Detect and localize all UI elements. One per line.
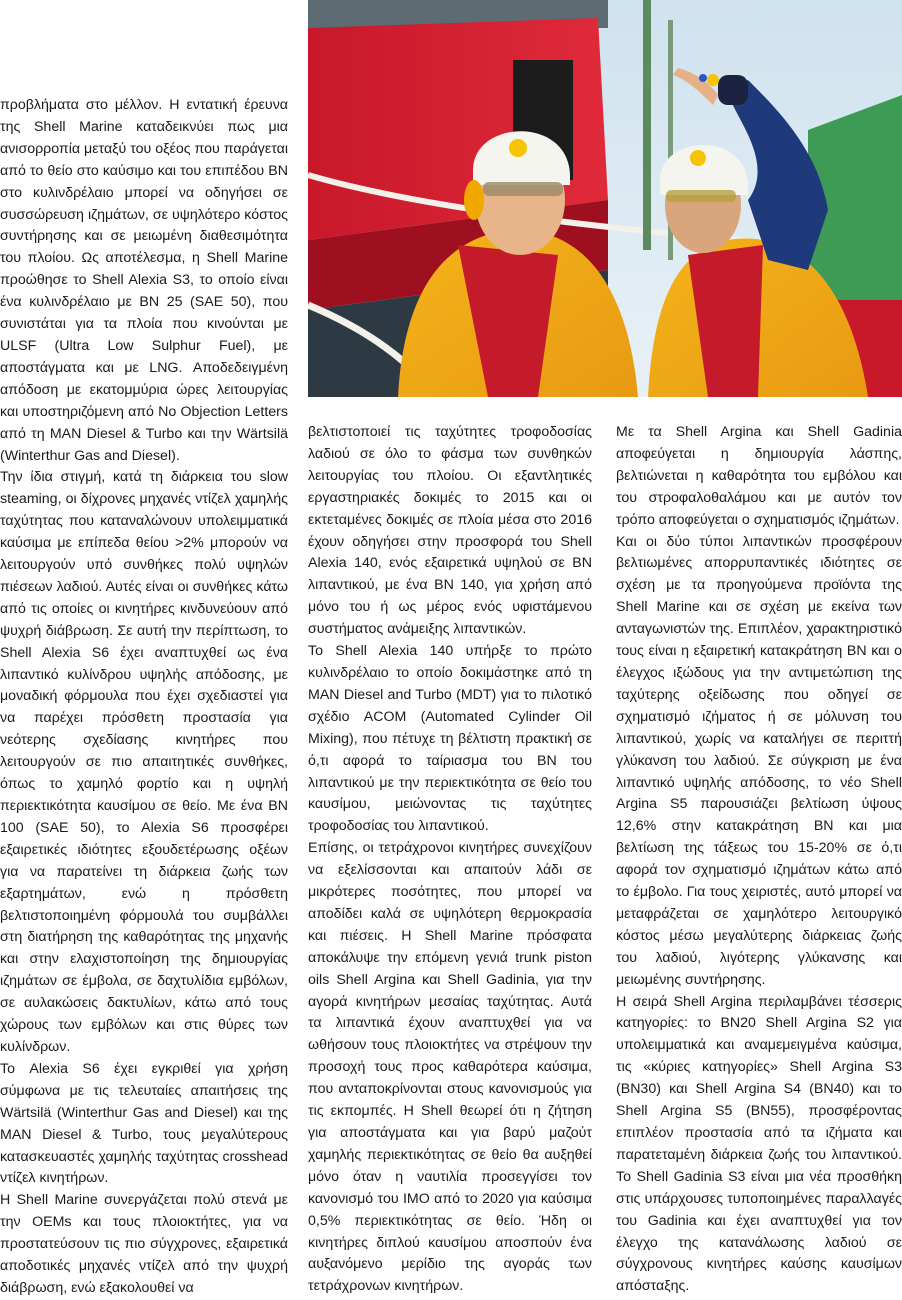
paragraph: βελτιστοποιεί τις ταχύτητες τροφοδοσίας λαδιού σε όλο το φάσμα των συνθηκών λειτουργίας του πλοίου. Οι εξαντλητικές εργαστηριακές δοκιμές το 2015 και οι εκτεταμένες δοκιμές σε πλοία μέσα στο 2016 έχουν οδηγήσει στην προσφορά του Shell Alexia 140, ενός εξαιρετικά υψηλού σε BN λιπαντικού, με ένα BN 140, για χρήση από μόνο του ή ως μέρος ενός υφιστάμενου συστήματος ανάμειξης λιπαντικών.	[308, 424, 592, 638]
paragraph: Το Alexia S6 έχει εγκριθεί για χρήση σύμφωνα με τις τελευταίες απαιτήσεις της Wärtsilä (Winterthur Gas and Diesel) και της MAN Diesel & Turbo, τους μεγαλύτερους κατασκευαστές χαμηλής ταχύτητας crosshead ντίζελ κινητήρων.	[0, 1060, 288, 1187]
text-column-3	[616, 422, 902, 1298]
paragraph: Και οι δύο τύποι λιπαντικών προσφέρουν βελτιωμένες απορρυπαντικές ιδιότητες σε σχέση με τα προηγούμενα προϊόντα της Shell Marine και σε σχέση με εκείνα των ανταγωνιστών της. Επιπλέον, χαρακτηριστικό τους είναι η εξαιρετική κατακράτηση BN και ο έλεγχος ιξώδους για την αντιμετώπιση της ταχύτερης οξείδωσης που οδηγεί σε σχηματισμό ιζήματος ή σε μόλυνση του λιπαντικού, χωρίς να καταλήγει σε περιττή γλύκανση του λαδιού. Σε σύγκριση με ένα λιπαντικό υψηλής απόδοσης, το νέο Shell Argina S5 παρουσιάζει βελτίωση ύψους 12,6% στην κατακράτηση BN και μια βελτίωση της τάξεως του 15-20% σε ό,τι αφορά τον σχηματισμό ιζημάτων κάτω από το έμβολο. Για τους χειριστές, αυτό μπορεί να μεταφράζεται σε χαμηλότερο λειτουργικό κόστος μέσω μεγαλύτερης διάρκειας ζωής του λαδιού, λιγότερης γλύκανσης και μειωμένης συντήρησης.	[616, 533, 902, 988]
article-photo-engineers-at-ship	[308, 0, 902, 397]
paragraph: Με τα Shell Argina και Shell Gadinia αποφεύγεται η δημιουργία λάσπης, βελτιώνεται η καθαρότητα του εμβόλου και του στροφαλοθαλάμου και με αυτόν τον τρόπο αποφεύγεται ο σχηματισμός ιζημάτων.	[616, 424, 902, 528]
text-column-2	[308, 422, 592, 1298]
paragraph: Το Shell Alexia 140 υπήρξε το πρώτο κυλινδρέλαιο το οποίο δοκιμάστηκε από τη MAN Diesel and Turbo (MDT) για το πιλοτικό σχέδιο ACOM (Automated Cylinder Oil Mixing), που πέτυχε τη βέλτιστη πρακτική σε ό,τι αφορά το ταίριασμα του BN του λιπαντικού με την περιεκτικότητα σε θείο του καυσίμου, μειώνοντας τις ταχύτητες τροφοδοσίας του λιπαντικού.	[308, 643, 592, 835]
text-column-1	[0, 95, 288, 1300]
paragraph: Επίσης, οι τετράχρονοι κινητήρες συνεχίζουν να εξελίσσονται και απαιτούν λάδι σε μικρότερες ποσότητες, που μπορεί να αποδίδει καλά σε υψηλότερη θερμοκρασία και πιέσεις. Η Shell Marine πρόσφατα αποκάλυψε την επόμενη γενιά trunk piston oils Shell Argina και Shell Gadinia, για την αγορά κινητήρων μεσαίας ταχύτητας. Αυτά τα λιπαντικά έχουν αναπτυχθεί για να ωθήσουν τους πλοιοκτήτες να στρέψουν την προσοχή τους προς καθαρότερα καύσιμα, που ανταποκρίνονται στους κανονισμούς για τις εκπομπές. Η Shell θεωρεί ότι η ζήτηση για αποστάγματα και για βαρύ μαζούτ χαμηλής περιεκτικότητας σε θείο θα αυξηθεί μόνο όταν η ναυτιλία προσεγγίσει τον κανονισμό του IMO από το 2020 για καύσιμα 0,5% περιεκτικότητας σε θείο. Ήδη οι κινητήρες διπλού καυσίμου αποσπούν ένα αυξανόμενο μερίδιο της αγοράς των τετράχρονων κινητήρων.	[308, 840, 592, 1295]
paragraph: προβλήματα στο μέλλον. Η εντατική έρευνα της Shell Marine καταδεικνύει πως μια ανισορροπία μεταξύ του οξέος που παράγεται από το θείο στο καύσιμο και του επιπέδου BN στο κυλινδρέλαιο μπορεί να οδηγήσει σε συσσώρευση ιζημάτων, σε υψηλότερο κόστος συντήρησης και σε μειωμένη διαθεσιμότητα του πλοίου. Ως αποτέλεσμα, η Shell Marine προώθησε το Shell Alexia S3, το οποίο είναι ένα κυλινδρέλαιο με BN 25 (SAE 50), που συνιστάται για τα πλοία που κινούνται με ULSF (Ultra Low Sulphur Fuel), με αποστάγματα και με LNG. Αποδεδειγμένη απόδοση με εκατομμύρια ώρες λειτουργίας και υποστηριζόμενη από No Objection Letters από τη MAN Diesel & Turbo και την Wärtsilä (Winterthur Gas and Diesel).	[0, 97, 288, 464]
paragraph: Την ίδια στιγμή, κατά τη διάρκεια του slow steaming, οι δίχρονες μηχανές ντίζελ χαμηλής ταχύτητας που καταναλώνουν υπολειμματικά καύσιμα με επίπεδα θείου >2% μπορούν να λειτουργούν υπό συνθήκες πολύ υψηλών πιέσεων λαδιού. Αυτές είναι οι συνθήκες κάτω από τις οποίες οι κινητήρες κινδυνεύουν από ψυχρή διάβρωση. Σε αυτή την περίπτωση, το Shell Alexia S6 έχει αναπτυχθεί ως ένα λιπαντικό κυλίνδρου υψηλής απόδοσης, με μοναδική φόρμουλα που έχει σχεδιαστεί για να παρέχει πρόσθετη προστασία για νεότερης σχεδίασης κινητήρες που λειτουργούν σε πιο απαιτητικές συνθήκες, όπως το χαμηλό φορτίο και η υψηλή περιεκτικότητα καυσίμου σε θείο. Με ένα BN 100 (SAE 50), το Alexia S6 προσφέρει εξαιρετικές ιδιότητες εξουδετέρωσης οξέων για να παρατείνει τη διάρκεια ζωής των εξαρτημάτων, ενώ η πρόσθετη βελτιστοποιημένη φόρμουλά του συμβάλλει στη διατήρηση της καθαρότητας της μηχανής και στην ελαχιστοποίηση της δημιουργίας ιζημάτων σε έμβολα, σε δαχτυλίδια εμβόλων, σε αυλακώσεις δακτυλίων, κάτω από τους χώρους των εμβόλων και στις θύρες των κυλίνδρων.	[0, 469, 288, 1055]
paragraph: Η σειρά Shell Argina περιλαμβάνει τέσσερις κατηγορίες: το BN20 Shell Argina S2 για υπολειμματικά και αναμεμειγμένα καύσιμα, τις «κύριες κατηγορίες» Shell Argina S3 (BN30) και Shell Argina S4 (BN40) και το Shell Argina S5 (BN55), προσφέροντας επιπλέον προστασία από τα ιζήματα και παρατεταμένη διάρκεια ζωής του λιπαντικού. Το Shell Gadinia S3 είναι μια νέα προσθήκη στις υπάρχουσες τυποποιημένες παραλλαγές του Gadinia και έχει αναπτυχθεί για τον έλεγχο της κατανάλωσης λαδιού σε σύγχρονους κινητήρες καύσης καυσίμων απόσταξης.	[616, 993, 902, 1295]
paragraph: Η Shell Marine συνεργάζεται πολύ στενά με την OEMs και τους πλοιοκτήτες, για να προστατεύσουν τις πιο σύγχρονες, εξαιρετικά αποδοτικές μηχανές ντίζελ από την ψυχρή διάβρωση, ενώ εξακολουθεί να	[0, 1192, 288, 1296]
